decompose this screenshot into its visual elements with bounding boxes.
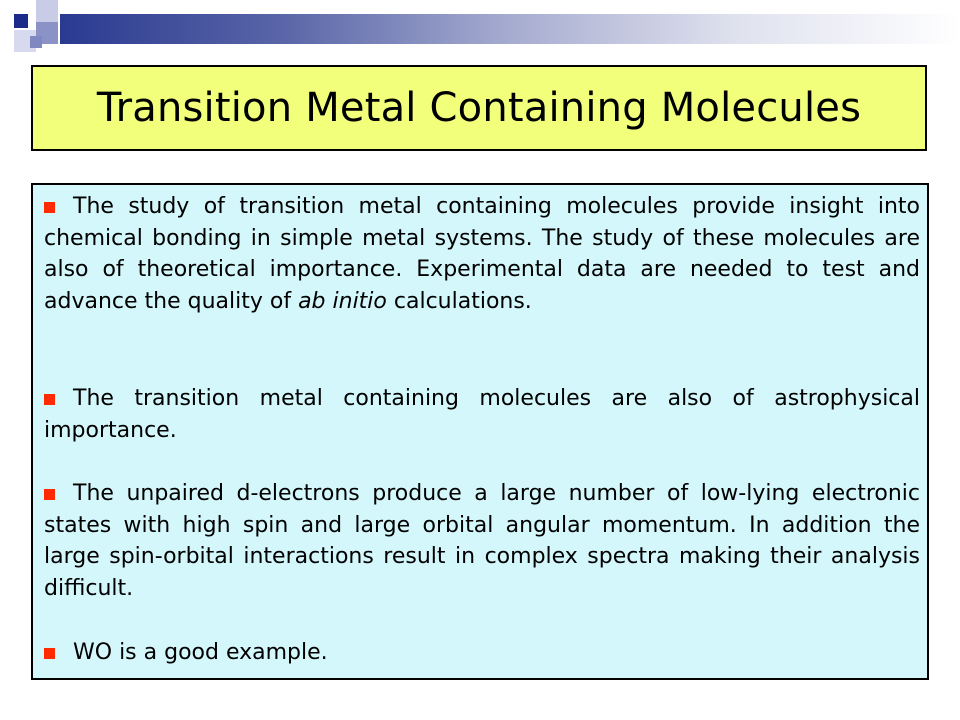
decor-square-slate — [30, 36, 42, 48]
bullet-item-4 — [44, 637, 920, 669]
bullet-text-1-italic: ab initio — [298, 288, 387, 314]
square-bullet-icon — [44, 202, 55, 213]
square-bullet-icon — [44, 489, 55, 500]
bullet-text-2: The transition metal containing molecules are also of astrophysical importance. — [44, 386, 920, 443]
bullet-item-3 — [44, 478, 920, 604]
slide-title: Transition Metal Containing Molecules — [96, 85, 862, 131]
bullet-text-3: The unpaired d-electrons produce a large number of low-lying electronic states with high spin and large orbital angular momentum. In addition the large spin-orbital interactions result in complex spectra making their analysis difficult. — [44, 481, 920, 601]
bullet-text-4: WO is a good example. — [73, 640, 328, 665]
bullet-text-1-pre: The study of transition metal containing molecules provide insight into chemical bonding in simple metal systems. The study of these molecules are also of theoretical importance. Experimental data are needed to test and advance the quality of — [44, 194, 920, 314]
bullet-text-1-post: calculations. — [386, 288, 532, 314]
square-bullet-icon — [44, 394, 55, 405]
header-gradient-bar — [60, 14, 960, 44]
title-box — [31, 65, 927, 151]
bullet-item-1 — [44, 191, 920, 317]
bullet-item-2 — [44, 383, 920, 446]
decor-square-navy — [14, 14, 28, 28]
square-bullet-icon — [44, 648, 55, 659]
decor-square-lavender — [36, 0, 58, 22]
content-box — [31, 183, 929, 680]
